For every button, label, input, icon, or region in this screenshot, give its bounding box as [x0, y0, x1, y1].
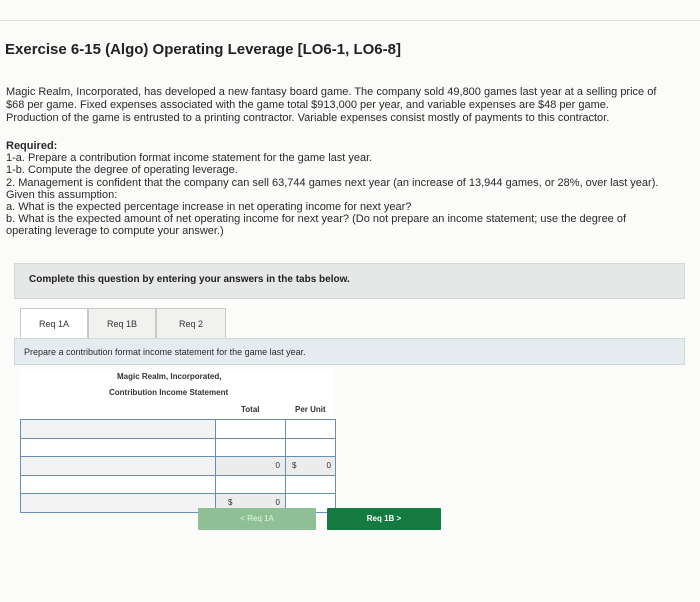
required-line: 1-b. Compute the degree of operating leverage.	[6, 164, 238, 177]
exercise-title: Exercise 6-15 (Algo) Operating Leverage [LO6-1, LO6-8]	[5, 41, 401, 58]
per-unit-input[interactable]	[286, 420, 336, 438]
required-line: a. What is the expected percentage increase in net operating income for next year?	[6, 201, 412, 214]
required-section	[6, 140, 694, 238]
per-unit-input	[286, 476, 336, 494]
table-row	[20, 419, 336, 438]
total-input[interactable]	[216, 476, 286, 494]
instruction-banner	[14, 338, 685, 365]
intro-line: $68 per game. Fixed expenses associated with the game total $913,000 per year, and variable expenses are $48 per game.	[6, 99, 609, 111]
complete-question-text: Complete this question by entering your answers in the tabs below.	[29, 274, 350, 285]
total-value: 0	[275, 461, 280, 470]
required-line: 1-a. Prepare a contribution format income statement for the game last year.	[6, 152, 373, 165]
required-line: 2. Management is confident that the company can sell 63,744 games next year (an increase of 13,944 games, or 28%, over last year).	[6, 176, 659, 189]
required-line: b. What is the expected amount of net operating income for next year? (Do not prepare an income statement; use the degree of	[6, 213, 627, 226]
statement-header	[20, 369, 335, 419]
required-line: Given this assumption:	[6, 188, 118, 201]
currency-symbol: $	[292, 461, 297, 470]
company-name: Magic Realm, Incorporated,	[117, 372, 222, 381]
instruction-text: Prepare a contribution format income statement for the game last year.	[24, 347, 306, 357]
total-output	[216, 457, 286, 475]
table-row	[20, 438, 336, 457]
column-header-total: Total	[241, 405, 260, 414]
top-divider	[0, 20, 700, 21]
row-label-input[interactable]	[20, 420, 216, 438]
tab-req-2[interactable]: Req 2	[156, 308, 226, 338]
total-input[interactable]	[216, 439, 286, 457]
per-unit-output	[286, 457, 336, 475]
problem-intro	[6, 86, 694, 125]
intro-line: Production of the game is entrusted to a printing contractor. Variable expenses consist mostly of payments to this contractor.	[6, 112, 610, 124]
required-line: operating leverage to compute your answer.)	[6, 225, 224, 238]
total-value: 0	[275, 498, 280, 507]
per-unit-input[interactable]	[286, 439, 336, 457]
currency-symbol: $	[228, 498, 233, 507]
table-row	[20, 456, 336, 475]
required-heading: Required:	[6, 140, 58, 152]
tab-req-1b[interactable]: Req 1B	[88, 308, 156, 338]
row-label-input[interactable]	[20, 439, 216, 457]
row-label-input[interactable]	[20, 457, 216, 475]
tab-req-1a[interactable]: Req 1A	[20, 308, 88, 338]
income-statement-table	[20, 419, 336, 513]
per-unit-value: 0	[326, 461, 331, 470]
total-input[interactable]	[216, 420, 286, 438]
statement-subtitle: Contribution Income Statement	[109, 388, 229, 397]
table-row	[20, 475, 336, 494]
row-label-input[interactable]	[20, 476, 216, 494]
row-label-input[interactable]	[20, 494, 216, 512]
intro-line: Magic Realm, Incorporated, has developed a new fantasy board game. The company sold 49,800 games last year at a selling price of	[6, 86, 657, 98]
prev-req-1a-button[interactable]: < Req 1A	[198, 508, 316, 530]
next-req-1b-button[interactable]: Req 1B >	[327, 508, 441, 530]
complete-question-banner	[14, 263, 685, 299]
column-header-per-unit: Per Unit	[295, 405, 326, 414]
